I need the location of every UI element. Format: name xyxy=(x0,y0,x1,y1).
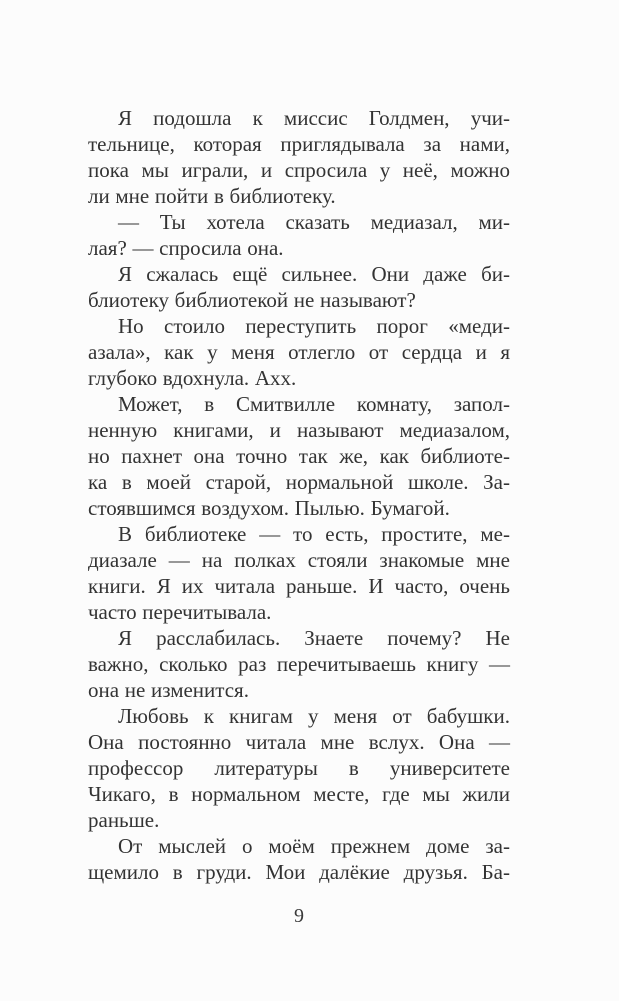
text-line: часто перечитывала. xyxy=(88,600,272,624)
text-line: Я расслабилась. Знаете почему? Не xyxy=(118,626,510,650)
text-line: но пахнет она точно так же, как библиоте- xyxy=(88,444,510,468)
text-line: она не изменится. xyxy=(88,678,249,702)
paragraph xyxy=(88,209,510,261)
text-line: В библиотеке — то есть, простите, ме- xyxy=(118,522,510,546)
text-line: Я сжалась ещё сильнее. Они даже би- xyxy=(118,262,510,286)
text-line: ли мне пойти в библиотеку. xyxy=(88,184,336,208)
paragraph xyxy=(88,833,510,885)
page-number: 9 xyxy=(294,905,304,927)
text-line: стоявшимся воздухом. Пылью. Бумагой. xyxy=(88,496,450,520)
text-line: лая? — спросила она. xyxy=(88,236,284,260)
text-line: блиотеку библиотекой не называют? xyxy=(88,288,416,312)
text-line: — Ты хотела сказать медиазал, ми- xyxy=(118,210,510,234)
text-line: раньше. xyxy=(88,808,160,832)
text-line: книги. Я их читала раньше. И часто, очень xyxy=(88,574,510,598)
text-line: щемило в груди. Мои далёкие друзья. Ба- xyxy=(88,860,510,884)
text-line: глубоко вдохнула. Ахх. xyxy=(88,366,297,390)
text-line: тельнице, которая приглядывала за нами, xyxy=(88,132,510,156)
text-line: От мыслей о моём прежнем доме за- xyxy=(118,834,510,858)
text-line: Я подошла к миссис Голдмен, учи- xyxy=(118,106,510,130)
text-line: ка в моей старой, нормальной школе. За- xyxy=(88,470,510,494)
text-line: азала», как у меня отлегло от сердца и я xyxy=(88,340,510,364)
text-line: Она постоянно читала мне вслух. Она — xyxy=(88,730,510,754)
text-line: Любовь к книгам у меня от бабушки. xyxy=(118,704,510,728)
paragraph xyxy=(88,313,510,391)
text-line: пока мы играли, и спросила у неё, можно xyxy=(88,158,510,182)
text-line: Но стоило переступить порог «меди- xyxy=(118,314,510,338)
text-line: диазале — на полках стояли знакомые мне xyxy=(88,548,510,572)
paragraph xyxy=(88,625,510,703)
paragraph xyxy=(88,521,510,625)
paragraph xyxy=(88,105,510,209)
paragraph xyxy=(88,391,510,521)
text-line: Чикаго, в нормальном месте, где мы жили xyxy=(88,782,510,806)
paragraph xyxy=(88,703,510,833)
text-line: Может, в Смитвилле комнату, запол- xyxy=(118,392,510,416)
paragraph xyxy=(88,261,510,313)
text-line: важно, сколько раз перечитываешь книгу — xyxy=(88,652,510,676)
text-line: профессор литературы в университете xyxy=(88,756,510,780)
text-block xyxy=(88,105,510,885)
text-line: ненную книгами, и называют медиазалом, xyxy=(88,418,510,442)
